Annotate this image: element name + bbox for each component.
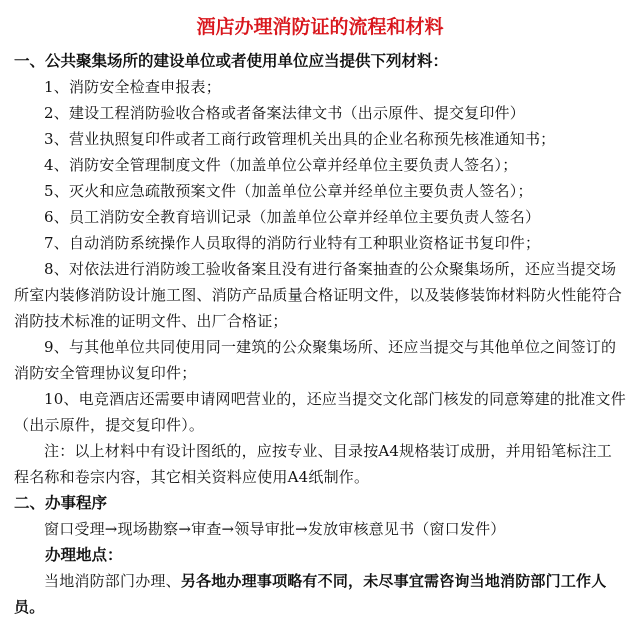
section-1-heading: 一、公共聚集场所的建设单位或者使用单位应当提供下列材料： [14, 51, 449, 70]
note-paragraph: 注：以上材料中有设计图纸的，应按专业、目录按A4规格装订成册，并用铅笔标注工程名称和卷宗内容，其它相关资料应使用A4纸制作。 [14, 442, 612, 486]
list-item: 7、自动消防系统操作人员取得的消防行业特有工种职业资格证书复印件； [44, 234, 541, 252]
location-text [14, 568, 626, 620]
list-item: 8、对依法进行消防竣工验收备案且没有进行备案抽查的公众聚集场所，还应当提交场所室内装修消防设计施工图、消防产品质量合格证明文件，以及装修装饰材料防火性能符合消防技术标准的证明文件、出厂合格证； [14, 260, 623, 330]
location-heading: 办理地点： [45, 545, 123, 564]
list-item: 6、员工消防安全教育培训记录（加盖单位公章并经单位主要负责人签名） [44, 208, 541, 226]
list-item: 1、消防安全检查申报表； [44, 78, 221, 96]
location-text-bold: 另各地办理事项略有不同，未尽事宜需咨询当地消防部门工作人员。 [14, 572, 607, 616]
list-item: 2、建设工程消防验收合格或者备案法律文书（出示原件、提交复印件） [44, 104, 525, 122]
list-item: 9、与其他单位共同使用同一建筑的公众聚集场所、还应当提交与其他单位之间签订的消防安全管理协议复印件； [14, 338, 617, 382]
list-item: 10、电竞酒店还需要申请网吧营业的，还应当提交文化部门核发的同意筹建的批准文件（出示原件，提交复印件）。 [14, 390, 626, 434]
list-item: 5、灭火和应急疏散预案文件（加盖单位公章并经单位主要负责人签名）； [44, 182, 533, 200]
list-item: 4、消防安全管理制度文件（加盖单位公章并经单位主要负责人签名）； [44, 156, 518, 174]
list-item: 3、营业执照复印件或者工商行政管理机关出具的企业名称预先核准通知书； [44, 130, 556, 148]
document-title: 酒店办理消防证的流程和材料 [196, 16, 444, 38]
location-text-normal: 当地消防部门办理、 [44, 572, 181, 590]
procedure-flow: 窗口受理→现场勘察→审查→领导审批→发放审核意见书（窗口发件） [44, 520, 506, 538]
section-2-heading: 二、办事程序 [14, 493, 108, 512]
